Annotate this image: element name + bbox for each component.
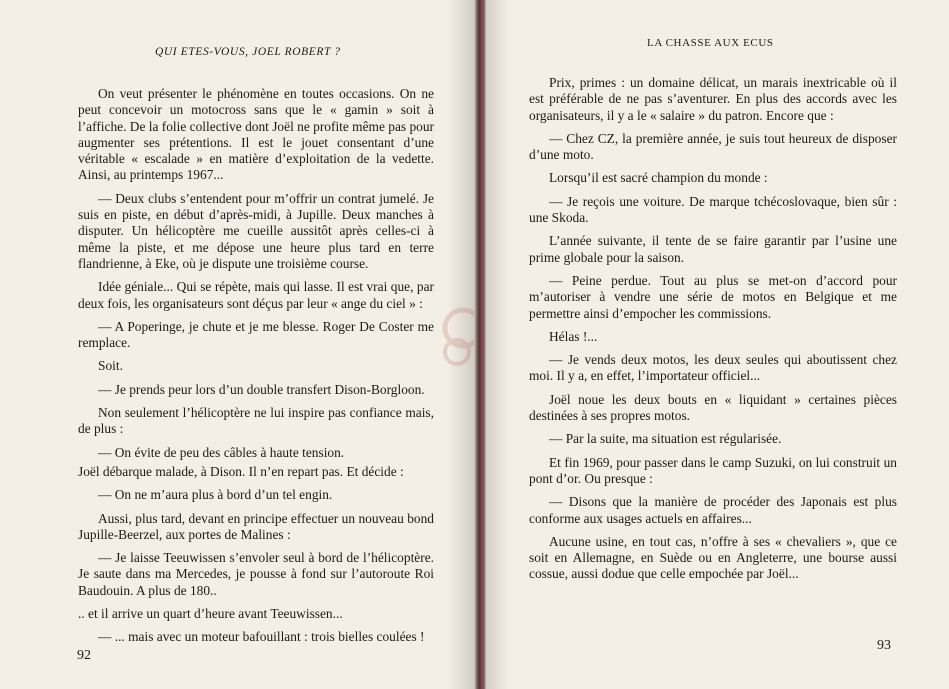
paragraph: — Je vends deux motos, les deux seules qui aboutissent chez moi. Il y a, en effet, l’importateur officiel... <box>529 352 897 384</box>
right-page-text <box>529 75 897 590</box>
paragraph: — Disons que la manière de procéder des Japonais est plus conforme aux usages actuels en affaires... <box>529 494 897 526</box>
paragraph: Joël noue les deux bouts en « liquidant » certaines pièces destinées à ses propres motos. <box>529 391 897 424</box>
paragraph: — Je reçois une voiture. De marque tchécoslovaque, bien sûr : une Skoda. <box>529 193 897 226</box>
paragraph: — Chez CZ, la première année, je suis tout heureux de disposer d’une moto. <box>529 130 897 163</box>
paragraph: Joël débarque malade, à Dison. Il n’en repart pas. Et décide : <box>78 463 404 479</box>
paragraph: Idée géniale... Qui se répète, mais qui lasse. Il est vrai que, par deux fois, les organisateurs sont déçus par leur « ange du ciel » : <box>78 279 434 311</box>
paragraph: — Peine perdue. Tout au plus se met-on d’accord pour m’autoriser à vendre une série de motos en Belgique et me permettre ainsi d’empocher les commissions. <box>529 272 897 321</box>
paragraph: Aucune usine, en tout cas, n’offre à ses « chevaliers », que ce soit en Allemagne, en Suède ou en Angleterre, une bourse aussi cossue, aussi dodue que celle empochée par Joël... <box>529 533 897 582</box>
paragraph: — Deux clubs s’entendent pour m’offrir un contrat jumelé. Je suis en piste, en début d’après-midi, à Jupille. Deux manches à disputer. Un hélicoptère me cueille aussitôt après celles-ci à même la piste, et me dépose une heure plus tard en terre flandrienne, à Eke, où je dispute une troisième course. <box>78 190 434 271</box>
paragraph: — Je prends peur lors d’un double transfert Dison-Borgloon. <box>98 381 425 397</box>
paragraph: — Par la suite, ma situation est régularisée. <box>549 431 782 447</box>
paragraph: — A Poperinge, je chute et je me blesse. Roger De Coster me remplace. <box>78 318 434 351</box>
right-page <box>487 0 949 689</box>
paragraph: — Je laisse Teeuwissen s’envoler seul à bord de l’hélicoptère. Je saute dans ma Mercedes, je pousse à fond sur l’autoroute Roi Baudouin. A plus de 180.. <box>78 550 434 598</box>
paragraph: Aussi, plus tard, devant en principe effectuer un nouveau bond Jupille-Beerzel, aux portes de Malines : <box>78 510 434 542</box>
left-page-number: 92 <box>77 648 91 663</box>
paragraph: Non seulement l’hélicoptère ne lui inspire pas confiance mais, de plus : <box>78 405 434 437</box>
paragraph: Soit. <box>98 358 123 374</box>
paragraph: Hélas !... <box>549 328 598 344</box>
bleed-through-mark <box>437 300 474 372</box>
book-binding <box>474 0 487 689</box>
paragraph: Prix, primes : un domaine délicat, un marais inextricable où il est préférable de ne pas s’aventurer. En plus des accords avec les organisateurs, il y a le « salaire » du patron. Encore que : <box>529 75 897 123</box>
left-running-header: QUI ETES-VOUS, JOEL ROBERT ? <box>155 46 341 58</box>
paragraph: — ... mais avec un moteur bafouillant : trois bielles coulées ! <box>98 629 425 645</box>
right-running-header: LA CHASSE AUX ECUS <box>647 37 774 49</box>
left-page-text <box>78 86 434 653</box>
paragraph: — On évite de peu des câbles à haute tension. <box>98 444 345 460</box>
left-page <box>0 0 474 689</box>
paragraph: .. et il arrive un quart d’heure avant Teeuwissen... <box>78 606 343 622</box>
paragraph: — On ne m’aura plus à bord d’un tel engin. <box>98 487 333 503</box>
paragraph: Lorsqu’il est sacré champion du monde : <box>549 170 768 186</box>
right-page-number: 93 <box>877 638 891 653</box>
paragraph: L’année suivante, il tente de se faire garantir par l’usine une prime globale pour la saison. <box>529 233 897 265</box>
paragraph: Et fin 1969, pour passer dans le camp Suzuki, on lui construit un pont d’or. Ou presque : <box>529 454 897 486</box>
paragraph: On veut présenter le phénomène en toutes occasions. On ne peut concevoir un motocross sans que le « gamin » soit à l’affiche. De la folie collective dont Joël ne profite même pas pour augmenter ses prétentions. Il est le jouet consentant d’une véritable « escalade » en matière d’exploitation de la vedette. Ainsi, au printemps 1967... <box>78 86 434 183</box>
